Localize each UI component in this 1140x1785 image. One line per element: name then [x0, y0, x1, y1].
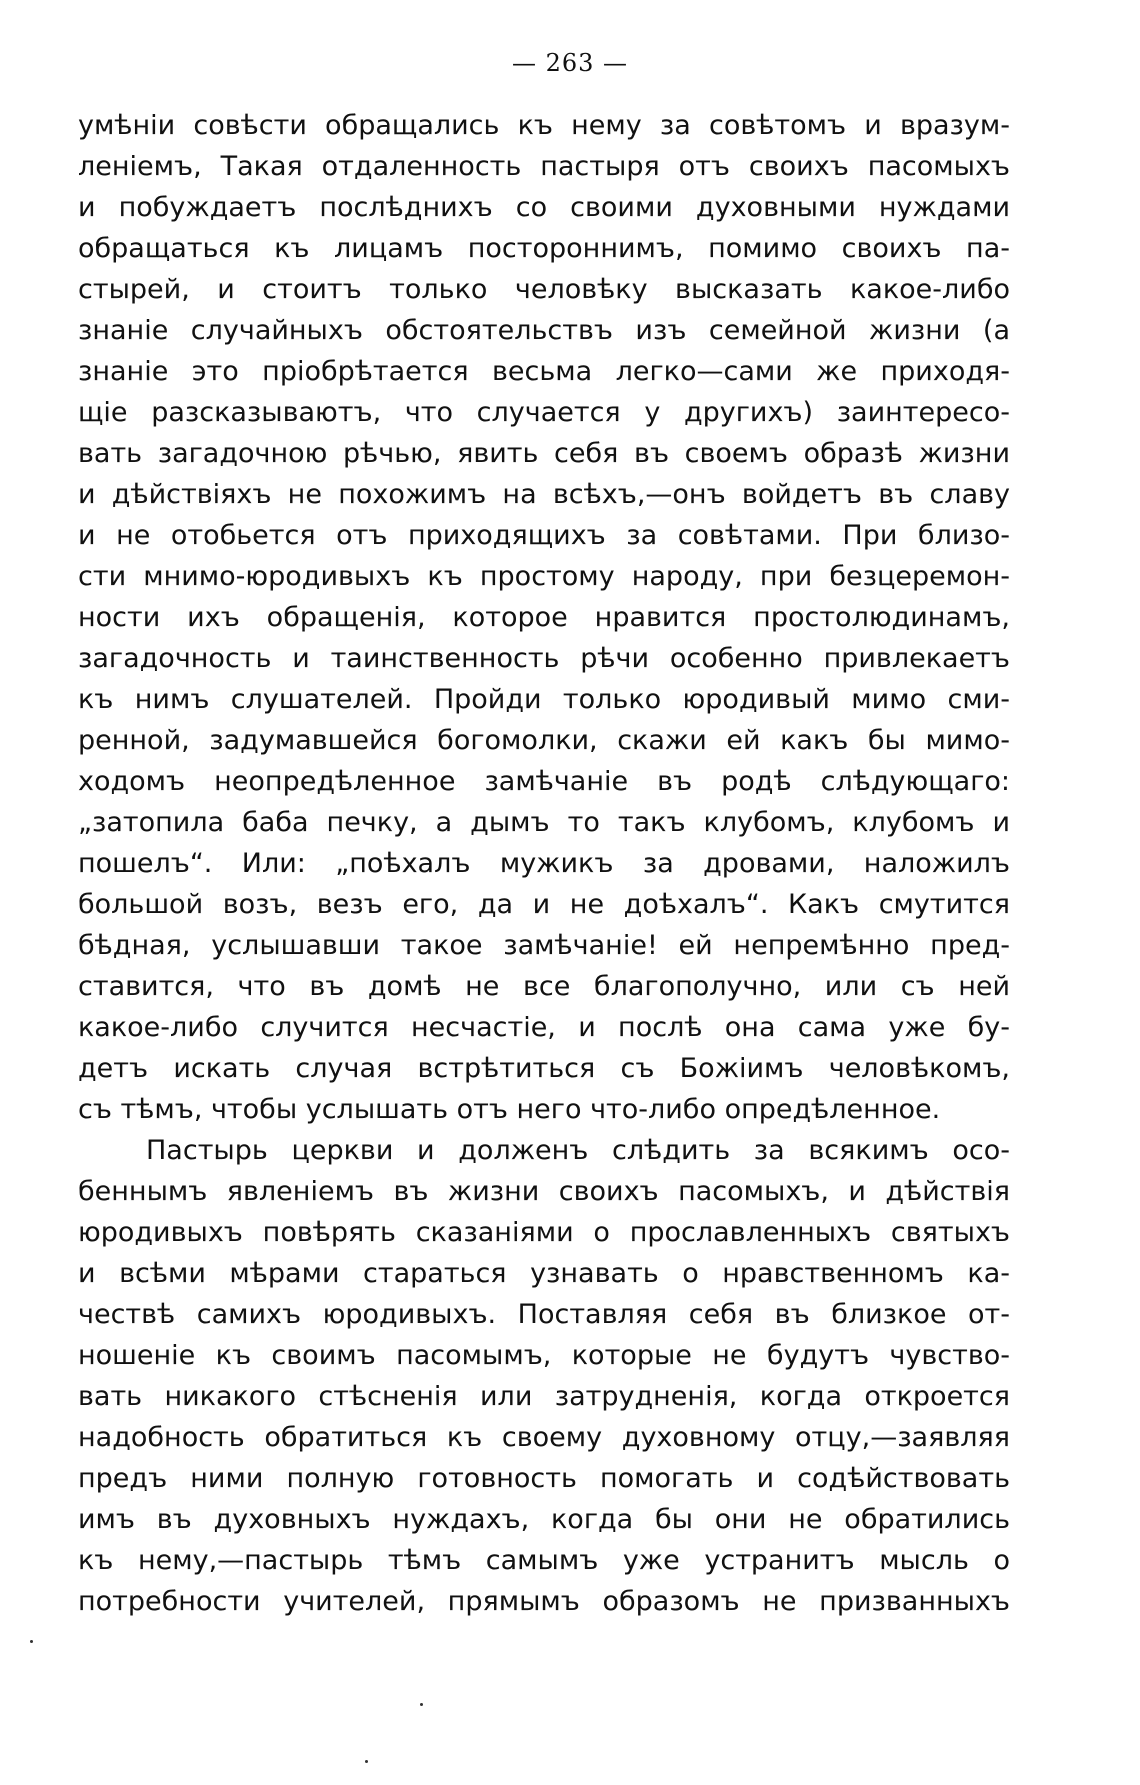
text-line: беннымъ явленіемъ въ жизни своихъ пасомыхъ, и дѣйствія	[78, 1176, 1010, 1207]
text-line: ношеніе къ своимъ пасомымъ, которые не будутъ чувство-	[78, 1340, 1010, 1371]
text-line: какое-либо случится несчастіе, и послѣ она сама уже бу-	[78, 1012, 1010, 1043]
text-line: детъ искать случая встрѣтиться съ Божіимъ человѣкомъ,	[78, 1053, 1010, 1084]
text-line: ности ихъ обращенія, которое нравится простолюдинамъ,	[78, 602, 1010, 633]
text-line: знаніе это пріобрѣтается весьма легко—сами же приходя-	[78, 356, 1010, 387]
text-line: и не отобьется отъ приходящихъ за совѣтами. При близо-	[78, 520, 1010, 551]
text-line: къ нему,—пастырь тѣмъ самымъ уже устранитъ мысль о	[78, 1545, 1010, 1576]
paragraph-1	[78, 105, 1010, 1130]
text-line: къ нимъ слушателей. Пройди только юродивый мимо сми-	[78, 684, 1010, 715]
text-line: вать загадочною рѣчью, явить себя въ своемъ образѣ жизни	[78, 438, 1010, 469]
body-text	[78, 105, 1010, 1622]
text-line: загадочность и таинственность рѣчи особенно привлекаетъ	[78, 643, 1010, 674]
page-number: — 263 —	[511, 49, 629, 77]
text-line: ходомъ неопредѣленное замѣчаніе въ родѣ слѣдующаго:	[78, 766, 1010, 797]
text-line: чествѣ самихъ юродивыхъ. Поставляя себя въ близкое от-	[78, 1299, 1010, 1330]
text-line: сти мнимо-юродивыхъ къ простому народу, при безцеремон-	[78, 561, 1010, 592]
text-line: обращаться къ лицамъ постороннимъ, помимо своихъ па-	[78, 233, 1010, 264]
text-line: и побуждаетъ послѣднихъ со своими духовными нуждами	[78, 192, 1010, 223]
text-line: съ тѣмъ, чтобы услышать отъ него что-либо опредѣленное.	[78, 1094, 941, 1125]
scan-speck	[420, 1703, 423, 1706]
text-line: ставится, что въ домѣ не все благополучно, или съ ней	[78, 971, 1010, 1002]
text-line: вать никакого стѣсненія или затрудненія, когда откроется	[78, 1381, 1010, 1412]
paragraph-2	[78, 1130, 1010, 1622]
text-line: и дѣйствіяхъ не похожимъ на всѣхъ,—онъ войдетъ въ славу	[78, 479, 1010, 510]
text-line: леніемъ, Такая отдаленность пастыря отъ своихъ пасомыхъ	[78, 151, 1010, 182]
text-line: бѣдная, услышавши такое замѣчаніе! ей непремѣнно пред-	[78, 930, 1010, 961]
text-line: юродивыхъ повѣрять сказаніями о прославленныхъ святыхъ	[78, 1217, 1010, 1248]
text-line: Пастырь церкви и долженъ слѣдить за всякимъ осо-	[146, 1135, 1010, 1166]
text-line: ренной, задумавшейся богомолки, скажи ей какъ бы мимо-	[78, 725, 1010, 756]
text-line: пошелъ“. Или: „поѣхалъ мужикъ за дровами, наложилъ	[78, 848, 1010, 879]
scan-speck	[30, 1640, 33, 1643]
text-line: большой возъ, везъ его, да и не доѣхалъ“. Какъ смутится	[78, 889, 1010, 920]
text-line: предъ ними полную готовность помогать и содѣйствовать	[78, 1463, 1010, 1494]
text-line: стырей, и стоитъ только человѣку высказать какое-либо	[78, 274, 1010, 305]
text-line: надобность обратиться къ своему духовному отцу,—заявляя	[78, 1422, 1010, 1453]
text-line: умѣніи совѣсти обращались къ нему за совѣтомъ и вразум-	[78, 110, 1010, 141]
text-line: потребности учителей, прямымъ образомъ не призванныхъ	[78, 1586, 1010, 1617]
text-line: и всѣми мѣрами стараться узнавать о нравственномъ ка-	[78, 1258, 1010, 1289]
text-line: знаніе случайныхъ обстоятельствъ изъ семейной жизни (а	[78, 315, 1010, 346]
text-line: „затопила баба печку, а дымъ то такъ клубомъ, клубомъ и	[78, 807, 1010, 838]
text-line: имъ въ духовныхъ нуждахъ, когда бы они не обратились	[78, 1504, 1010, 1535]
scan-speck	[365, 1760, 368, 1763]
text-line: щіе разсказываютъ, что случается у другихъ) заинтересо-	[78, 397, 1010, 428]
